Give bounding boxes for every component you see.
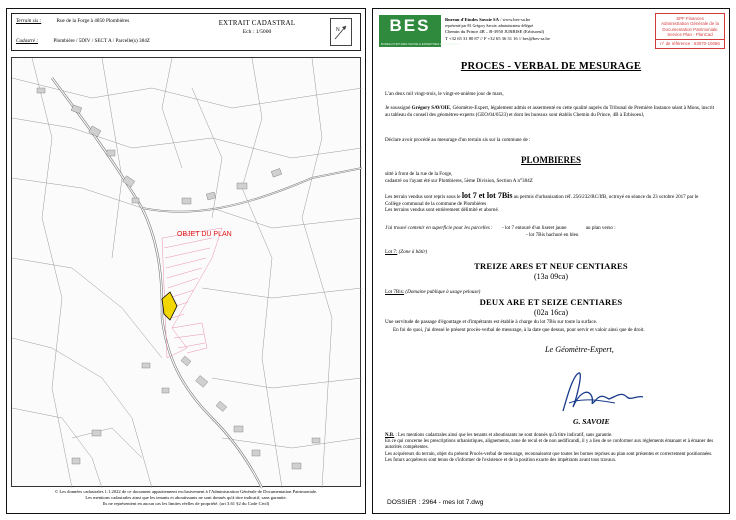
lot7-label: Lot 7: <box>385 249 398 255</box>
lot7-note: (Zone à bâtir) <box>397 249 428 255</box>
dossier-reference: DOSSIER : 2964 - mes lot 7.dwg <box>387 499 484 506</box>
cadastral-extract-page <box>6 8 366 514</box>
surveyor-name: Grégory SAVOIE <box>411 105 451 111</box>
surface-lot7bis: - lot 7Bis hachuré en bleu <box>526 231 579 238</box>
declaration-paragraph: Déclare avoir procédé au mesurage d'un terrain sis sur la commune de : <box>385 137 531 143</box>
lots-paragraph <box>385 193 715 214</box>
stamp-line-2: Administration Générale de la <box>661 21 719 27</box>
geometre-title: Le Géomètre-Expert, <box>545 345 614 354</box>
lot7bis-label: Lot 7Bis: <box>385 289 405 295</box>
location-line-2: cadastré ou l'ayant été sur Plombieres, 5ème Division, Section A n°384Z <box>385 177 533 184</box>
commune-name: PLOMBIERES <box>520 155 581 165</box>
surface-paragraph <box>385 225 715 238</box>
terrain-label: Terrain sis : <box>16 18 42 24</box>
lot7bis-area-number: (02a 16ca) <box>534 308 568 317</box>
servitude-paragraph: Une servitude de passage d'égouttage et d'impétrants est établie à charge du lot 7Bis sur toute la surface. <box>385 319 598 325</box>
terrain-value: Rue de la Forge à 4850 Plombières <box>56 18 130 24</box>
footer-line-2: Les mentions cadastrales ainsi que les tenants et aboutissants ne sont donnés qu'à titre indicatif, sans garantie. <box>85 495 287 500</box>
date-paragraph: L'an deux mil vingt-trois, le vingt-et-unième jour de mars, <box>385 91 504 97</box>
proces-verbal-page <box>372 8 730 514</box>
nb-notes <box>385 433 717 464</box>
map-object-label: OBJET DU PLAN <box>177 231 232 238</box>
nb-line-3: Les acquéreurs du terrain, objet du présent Procès-verbal de mesurage, reconnaissent que toutes les bornes reprises au plan sont présentes et correctement positionnées. <box>385 451 713 457</box>
lots-permit: au permis d'urbanisation réf. 256/232/RC/IfB, octroyé en séance du 23 octobre 2017 par le Collège communal de la commune de Plombières <box>385 194 699 207</box>
bes-logo <box>379 15 461 47</box>
cadastre-row <box>16 38 150 44</box>
surface-lot7: - lot 7 entouré d'un liseret jaune <box>501 225 567 231</box>
nb-line-1: : Les mentions cadastrales ainsi que les tenants et aboutissants ne sont donnés qu'à titre indicatif, sans garantie. <box>394 433 613 438</box>
cadastral-footer <box>11 489 361 507</box>
cadastre-label: Cadastré : <box>16 38 39 44</box>
intro-paragraph <box>385 105 715 118</box>
spf-stamp <box>655 13 725 49</box>
north-arrow-icon <box>330 18 352 46</box>
nb-label: N.B. <box>385 433 395 438</box>
location-paragraph <box>385 171 715 184</box>
lot7-area-number: (13a 09ca) <box>534 272 568 281</box>
extract-title: EXTRAIT CADASTRAL <box>218 20 296 27</box>
closing-paragraph: En foi de quoi, j'ai dressé le présent procès-verbal de mesurage, à la date que dessus, pour servir et valoir ainsi que de droit. <box>393 327 645 333</box>
stamp-line-3: Documentation Patrimoniale <box>662 26 718 32</box>
logo-subtitle: BUREAU D'ETUDES SAVOIE & EXPERTISES IMMOBILIERES <box>381 42 461 46</box>
extract-scale: Ech : 1/5000 <box>242 29 272 35</box>
map-drawing <box>12 58 362 488</box>
bureau-rep: représenté par M. Grégory Savoie, administrateur délégué <box>445 24 534 29</box>
intro-body: , Géomètre-Expert, légalement admis et assermenté en cette qualité auprès du Tribunal de Première Instance séant à Mons, inscrit au tableau du conseil des géomètres-experts (GEO/04/0523) et dont les bureaux sont établis Chemin du Prince, 4B à Erbisoeul, <box>385 105 715 118</box>
lot7bis-heading <box>385 289 715 296</box>
lots-names: lot 7 et lot 7Bis <box>461 191 513 200</box>
stamp-line-4: Service Plan - PlanCad <box>667 32 713 38</box>
location-line-1: sitté à front de la rue de la Forge, <box>385 171 453 177</box>
lot7-area-words: TREIZE ARES ET NEUF CENTIARES <box>474 261 628 271</box>
signer-name: G. SAVOIE <box>573 417 610 426</box>
lot7-heading <box>385 249 715 256</box>
lot7bis-area-words: DEUX ARE ET SEIZE CENTIARES <box>479 297 623 307</box>
stamp-ref: n° de référence : 63070-10066 <box>656 39 724 46</box>
cadastre-value: Plombière / 5DIV / SECT A / Parcelle(s) 384Z <box>53 38 150 44</box>
cadastral-map <box>11 57 361 487</box>
bureau-street: Chemin du Prince 4B – B-3950 JURBISE (Erbisoeul) <box>445 29 545 35</box>
stamp-line-1: SPF Finances <box>676 16 704 21</box>
signature-icon <box>543 367 663 415</box>
footer-line-3: Ils ne représentent en aucun cas les limites réelles de propriété. (art 3.61 §2 du Code Civil) <box>102 501 270 506</box>
surface-lead: J'ai trouvé contenir en superficie pour les parcelles : <box>385 225 493 231</box>
surface-verso: au plan verso : <box>585 225 616 231</box>
lots-lead: Les terrain vendus sont repris sous le <box>385 194 462 200</box>
cadastral-header <box>11 13 361 51</box>
terrain-row <box>16 18 129 24</box>
document-title: PROCES - VERBAL DE MESURAGE <box>460 61 642 72</box>
nb-line-4: Les futurs acquéreurs sont tenus de s'informer de l'existence et de la position exacte des impétrants avant tous travaux. <box>385 457 617 463</box>
nb-line-2: En ce qui concerne les prescriptions urbanistiques, alignements, zone de recul et de non aedificandi, il y a lieu de se conformer aux règlements émanant et à émaner des autorités compétentes. <box>385 439 714 451</box>
bureau-contact: T +32 65 31 80 87 // F +32 65 36 31 16 // bes@bes-sa.be <box>445 35 550 41</box>
lot7bis-note: (Domaine publique à usage pelouse) <box>404 289 481 295</box>
lots-bornage: Les terrains vendus sont entièrement délimité et aborné. <box>385 207 500 214</box>
bureau-address <box>445 17 635 42</box>
footer-line-1: © Les données cadastrales 1.1.2022 de ce document appartiennent exclusivement à l'Administration Générale de Documentation Patrimoniale. <box>54 489 318 494</box>
bureau-web: / www.bes-sa.be <box>500 17 531 22</box>
intro-lead: Je soussigné <box>385 105 412 111</box>
bureau-name: Bureau d'Etudes Savoie SA <box>445 17 499 22</box>
logo-text: BES <box>389 16 431 35</box>
svg-text:N: N <box>336 27 340 33</box>
